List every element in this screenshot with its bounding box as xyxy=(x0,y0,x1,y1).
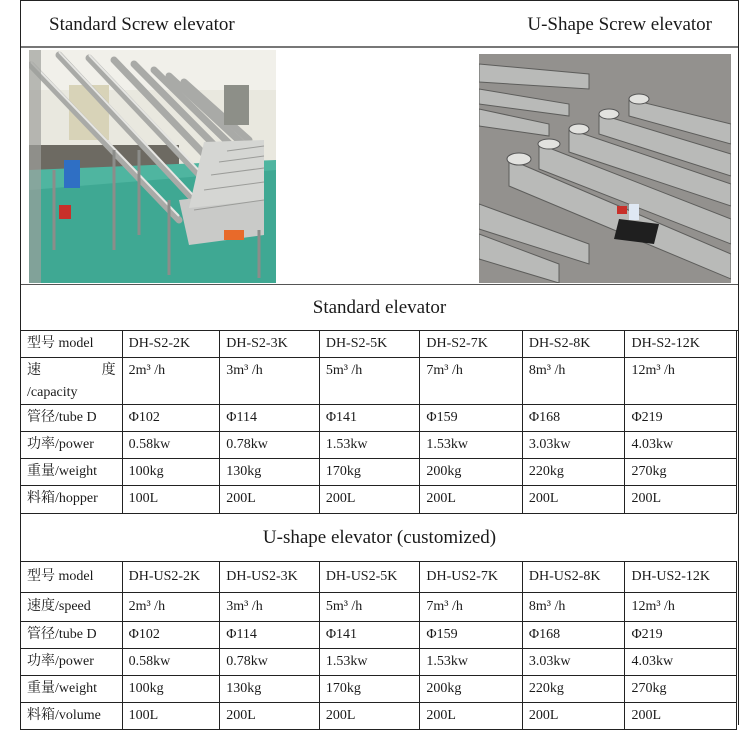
row-label: 重量/weight xyxy=(21,676,123,703)
table-cell: DH-US2-2K xyxy=(122,562,220,593)
table-cell: DH-US2-8K xyxy=(522,562,625,593)
table-cell: Φ141 xyxy=(319,622,420,649)
standard-elevator-title: Standard elevator xyxy=(21,285,738,331)
table-cell: 1.53kw xyxy=(420,649,523,676)
table-cell: 4.03kw xyxy=(625,649,737,676)
table-cell: 3m³ /h xyxy=(220,593,320,622)
table-cell: DH-US2-7K xyxy=(420,562,523,593)
table-cell: DH-S2-3K xyxy=(220,331,320,358)
table-cell: 7m³ /h xyxy=(420,593,523,622)
table-cell: 0.58kw xyxy=(122,432,220,459)
table-cell: 270kg xyxy=(625,676,737,703)
table-cell: 200L xyxy=(625,703,737,730)
table-row-speed xyxy=(21,593,737,622)
table-cell: 200kg xyxy=(420,459,523,486)
table-cell: Φ159 xyxy=(420,622,523,649)
table-cell: 3m³ /h xyxy=(220,358,320,405)
row-label: 料箱/hopper xyxy=(21,486,123,514)
table-cell: 200L xyxy=(420,486,523,514)
row-label-en: /capacity xyxy=(27,385,78,400)
table-row-model xyxy=(21,562,737,593)
table-cell: 170kg xyxy=(319,459,420,486)
table-cell: DH-S2-2K xyxy=(122,331,220,358)
table-cell: 7m³ /h xyxy=(420,358,523,405)
table-cell: 200L xyxy=(522,486,625,514)
table-cell: 200L xyxy=(625,486,737,514)
table-cell: 8m³ /h xyxy=(522,593,625,622)
table-cell: 1.53kw xyxy=(319,649,420,676)
table-cell: DH-US2-3K xyxy=(220,562,320,593)
row-label: 型号 model xyxy=(21,562,123,593)
table-cell: DH-S2-8K xyxy=(522,331,625,358)
row-label: 管径/tube D xyxy=(21,622,123,649)
table-cell: 12m³ /h xyxy=(625,358,737,405)
photo-row xyxy=(21,48,738,285)
table-cell: 0.78kw xyxy=(220,649,320,676)
table-cell: 130kg xyxy=(220,459,320,486)
table-cell: DH-US2-12K xyxy=(625,562,737,593)
standard-screw-elevator-photo xyxy=(29,50,276,283)
table-cell: Φ114 xyxy=(220,622,320,649)
row-label: 重量/weight xyxy=(21,459,123,486)
table-cell: Φ219 xyxy=(625,405,737,432)
table-cell: 0.58kw xyxy=(122,649,220,676)
table-row-volume xyxy=(21,703,737,730)
table-cell: 100kg xyxy=(122,459,220,486)
u-shape-elevator-spec-table xyxy=(20,561,737,730)
table-cell: 12m³ /h xyxy=(625,593,737,622)
table-cell: 3.03kw xyxy=(522,432,625,459)
table-cell: 200L xyxy=(522,703,625,730)
table-cell: 5m³ /h xyxy=(319,358,420,405)
table-cell: 270kg xyxy=(625,459,737,486)
table-cell: DH-US2-5K xyxy=(319,562,420,593)
table-row-weight xyxy=(21,459,737,486)
table-cell: Φ141 xyxy=(319,405,420,432)
table-cell: DH-S2-7K xyxy=(420,331,523,358)
table-cell: 2m³ /h xyxy=(122,358,220,405)
table-cell: 220kg xyxy=(522,676,625,703)
table-cell: 100L xyxy=(122,486,220,514)
row-label-cn-b: 度 xyxy=(101,363,116,378)
table-row-hopper xyxy=(21,486,737,514)
row-label-cn-a: 速 xyxy=(27,363,41,378)
standard-screw-elevator-heading: Standard Screw elevator xyxy=(49,14,235,35)
table-cell: DH-S2-5K xyxy=(319,331,420,358)
table-cell: 3.03kw xyxy=(522,649,625,676)
table-cell: 2m³ /h xyxy=(122,593,220,622)
table-cell: 170kg xyxy=(319,676,420,703)
table-cell: 4.03kw xyxy=(625,432,737,459)
row-label: 料箱/volume xyxy=(21,703,123,730)
table-cell: 200L xyxy=(420,703,523,730)
table-cell: Φ102 xyxy=(122,405,220,432)
photo-header-row xyxy=(21,1,738,48)
row-label: 功率/power xyxy=(21,649,123,676)
u-shape-screw-elevator-photo xyxy=(479,54,731,283)
table-row-tube-diameter xyxy=(21,405,737,432)
table-cell: 200L xyxy=(220,703,320,730)
table-row-weight xyxy=(21,676,737,703)
table-cell: 130kg xyxy=(220,676,320,703)
table-cell: 100L xyxy=(122,703,220,730)
row-label xyxy=(21,358,123,405)
table-cell: 200L xyxy=(220,486,320,514)
table-cell: 200L xyxy=(319,703,420,730)
table-cell: Φ159 xyxy=(420,405,523,432)
table-cell: Φ219 xyxy=(625,622,737,649)
table-row-tube-diameter xyxy=(21,622,737,649)
table-cell: 200L xyxy=(319,486,420,514)
table-row-power xyxy=(21,649,737,676)
table-row-power xyxy=(21,432,737,459)
table-cell: 0.78kw xyxy=(220,432,320,459)
table-cell: 8m³ /h xyxy=(522,358,625,405)
table-cell: Φ168 xyxy=(522,622,625,649)
table-row-capacity xyxy=(21,358,737,405)
row-label: 功率/power xyxy=(21,432,123,459)
table-cell: 220kg xyxy=(522,459,625,486)
row-label: 速度/speed xyxy=(21,593,123,622)
table-cell: 1.53kw xyxy=(319,432,420,459)
row-label: 型号 model xyxy=(21,331,123,358)
table-cell: 100kg xyxy=(122,676,220,703)
table-cell: 200kg xyxy=(420,676,523,703)
row-label: 管径/tube D xyxy=(21,405,123,432)
table-row-model xyxy=(21,331,737,358)
table-cell: DH-S2-12K xyxy=(625,331,737,358)
table-cell: Φ114 xyxy=(220,405,320,432)
table-cell: Φ168 xyxy=(522,405,625,432)
u-shape-elevator-title: U-shape elevator (customized) xyxy=(262,527,497,548)
table-cell: 5m³ /h xyxy=(319,593,420,622)
table-cell: Φ102 xyxy=(122,622,220,649)
standard-elevator-spec-table xyxy=(20,330,737,514)
spec-sheet xyxy=(20,0,739,725)
u-shape-screw-elevator-heading: U-Shape Screw elevator xyxy=(527,14,712,35)
table-cell: 1.53kw xyxy=(420,432,523,459)
